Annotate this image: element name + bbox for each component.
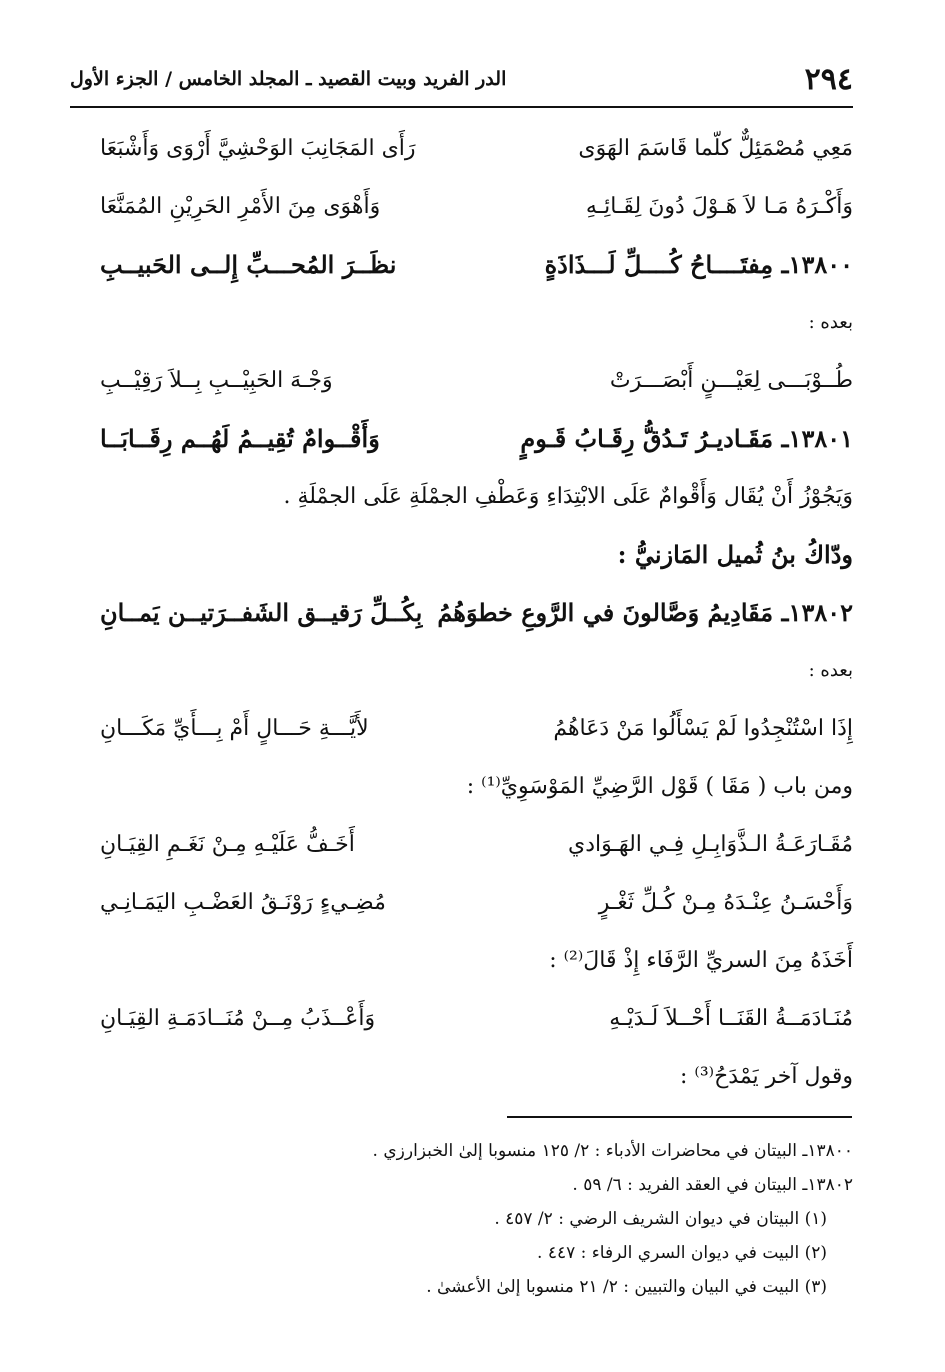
footnote: (٢) البيت في ديوان السري الرفاء : ٤٤٧ .	[537, 1243, 827, 1263]
verse-first-hemistich: مُقَـارَعَـةُ الـذَّوَابِـلِ فِـي الهَـوَادي	[567, 832, 853, 857]
verse-line	[100, 352, 853, 410]
prose-line	[100, 932, 853, 990]
page-header	[70, 62, 853, 102]
verse-line	[100, 410, 853, 468]
verse-first-hemistich: مَعِي مُصْمَئِلٌّ كلّما قَاسَمَ الهَوَى	[578, 136, 853, 161]
footnote: (٣) البيت في البيان والتبيين : ٢/ ٢١ منسوبا إلىٰ الأعشىٰ .	[426, 1277, 827, 1297]
verse-second-hemistich: مُضِـيءٍ رَوْنَـقُ العَضْـبِ اليَمَـانِـي	[100, 890, 386, 915]
verse-line	[100, 874, 853, 932]
verse-first-hemistich: إِذَا اسْتُنْجِدُوا لَمْ يَسْأَلُوا مَنْ دَعَاهُمُ	[553, 716, 853, 741]
footnote: ١٣٨٠٢ـ البيتان في العقد الفريد : ٦/ ٥٩ .	[572, 1175, 853, 1195]
verse-second-hemistich: أَخَـفُّ عَلَيْـهِ مِـنْ نَغَـمِ القِيَـانِ	[100, 832, 355, 857]
footnotes	[70, 1134, 853, 1304]
footnote: ١٣٨٠٠ـ البيتان في محاضرات الأدباء : ٢/ ١٢٥ منسوبا إلىٰ الخبزارزي .	[372, 1141, 853, 1161]
verse-line	[100, 236, 853, 294]
line-text: أَخَذَهُ مِنَ السريِّ الرَّفَاء إِذْ قَالَ⁽²⁾ :	[549, 948, 853, 973]
verse-second-hemistich: وَأَعْــذَبُ مِــنْ مُنَــادَمَـةِ القِيَـانِ	[100, 1006, 376, 1031]
verse-second-hemistich: لأَيَّـــةِ حَـــالٍ أَمْ بِـــأَيِّ مَكَـــانِ	[100, 716, 369, 741]
verse-first-hemistich: وَأَكْـرَهُ مَـا لاَ هَـوْلَ دُونَ لِقَـائِـهِ	[585, 194, 853, 219]
verse-second-hemistich: رَأَى المَجَانِبَ الوَحْشِيَّ أَرْوَى وَأَشْبَعَا	[100, 136, 416, 161]
prose-line	[100, 468, 853, 526]
verse-first-hemistich: مُنَـادَمَــةُ القَنَــا أَحْــلاَ لَـدَيْـهِ	[609, 1006, 853, 1031]
verse-first-hemistich: ١٣٨٠١ـ مَقَـاديـرُ تَـدُقُّ رِقَـابُ قَـومٍ	[520, 424, 853, 453]
verse-second-hemistich: وَأَقْــوامٌ تُقِيــمُ لَهُــم رِقَــابَــا	[100, 424, 380, 453]
section-label	[100, 642, 853, 700]
line-text: ودّاكُ بنُ ثُميل المَازنيُّ :	[617, 540, 853, 569]
line-text: وقول آخر يَمْدَحُ⁽³⁾ :	[680, 1064, 853, 1089]
line-text: بعده :	[808, 312, 853, 333]
footnote-divider	[507, 1116, 852, 1118]
verse-line	[100, 120, 853, 178]
verse-second-hemistich: نظَــرَ المُحـــبِّ إِلــى الحَبيــبِ	[100, 250, 397, 279]
verse-line	[100, 178, 853, 236]
page-number: ٢٩٤	[804, 62, 853, 97]
verse-first-hemistich: ١٣٨٠٢ـ مَقَادِيمُ وَصَّالونَ في الرَّوعِ خطوَهُمُ	[437, 598, 853, 627]
prose-line	[100, 758, 853, 816]
prose-line	[100, 1048, 853, 1106]
verse-line	[100, 700, 853, 758]
section-label	[100, 294, 853, 352]
verse-second-hemistich: بِكُــلِّ رَقيــق الشَفــرَتيــن يَمــانِ	[100, 598, 423, 627]
footnote: (١) البيتان في ديوان الشريف الرضي : ٢/ ٤٥٧ .	[494, 1209, 827, 1229]
line-text: وَيَجُوْزُ أَنْ يُقَال وَأَقْوامٌ عَلَى الابْتِدَاءِ وَعَطْفِ الجمْلَةِ عَلَى الجمْلَةِ .	[283, 484, 853, 509]
verse-first-hemistich: وَأَحْسَـنُ عِنْـدَهُ مِـنْ كُـلِّ ثَغْـرٍ	[598, 890, 853, 915]
verse-line	[100, 816, 853, 874]
main-text	[100, 120, 853, 1106]
running-title: الدر الفريد وبيت القصيد ـ المجلد الخامس / الجزء الأول	[70, 68, 507, 90]
verse-second-hemistich: وَجْـهَ الحَبِيْــبِ بِــلاَ رَقِيْــبِ	[100, 368, 333, 393]
prose-line	[100, 526, 853, 584]
line-text: بعده :	[808, 660, 853, 681]
verse-first-hemistich: ١٣٨٠٠ـ مِفتَــــاحُ كُــــلِّ لَـــذَاذَةٍ	[544, 250, 853, 279]
verse-line	[100, 990, 853, 1048]
verse-second-hemistich: وَأَهْوَى مِنَ الأَمْرِ الحَرِيْنِ المُمَنَّعَا	[100, 194, 381, 219]
line-text: ومن باب ( مَقَا ) قَوْل الرَّضِيِّ المَوْسَوِيِّ⁽¹⁾ :	[466, 774, 853, 799]
header-divider	[70, 106, 853, 108]
verse-line	[100, 584, 853, 642]
verse-first-hemistich: طُــوْبَـــى لِعَيْـــنٍ أَبْصَـــرَتْ	[609, 368, 853, 393]
